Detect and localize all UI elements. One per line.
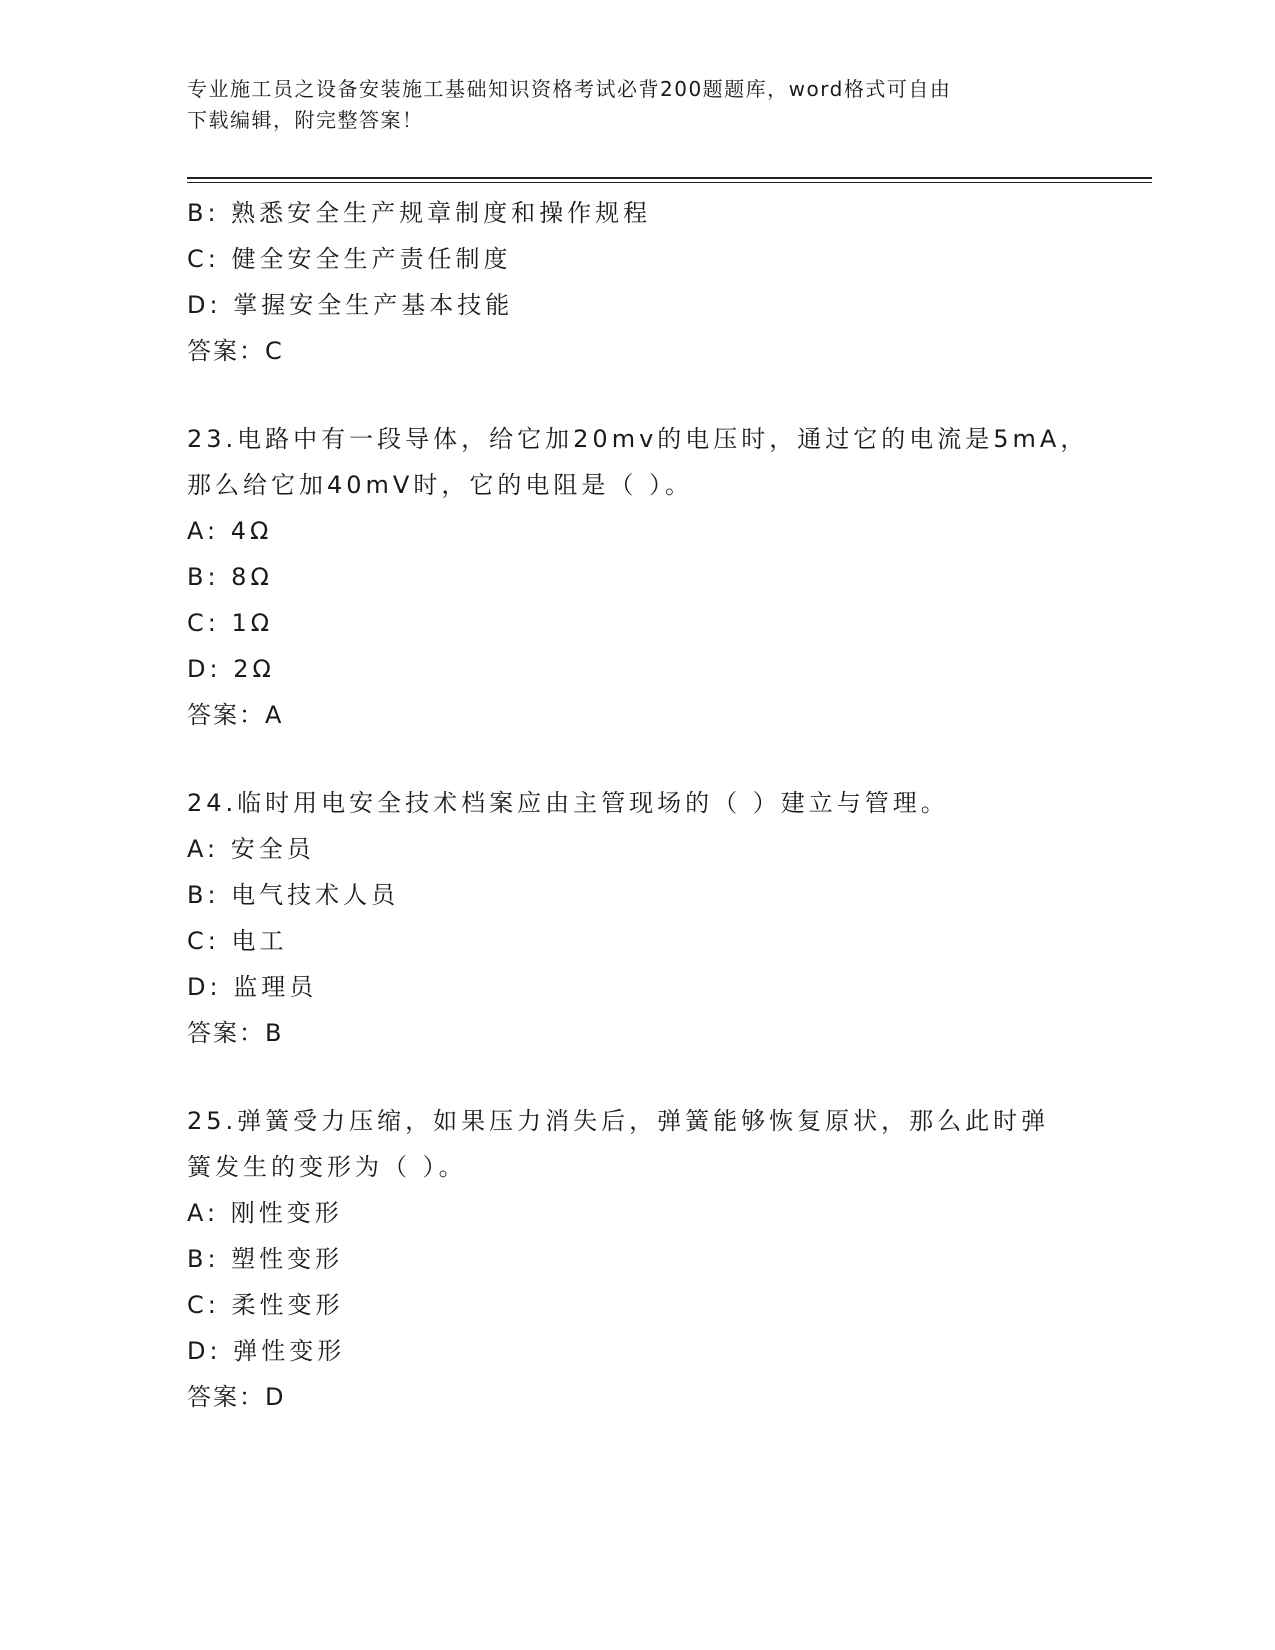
option-d: D: 监理员: [187, 973, 318, 1001]
header-line-2: 下载编辑，附完整答案！: [187, 108, 424, 132]
question-stem-line-2: 簧发生的变形为（ ）。: [187, 1153, 467, 1181]
option-a: A: 刚性变形: [187, 1199, 343, 1227]
header-line-1: 专业施工员之设备安装施工基础知识资格考试必背200题题库，word格式可自由: [187, 77, 952, 101]
option-c: C: 1Ω: [187, 609, 274, 637]
option-b: B: 塑性变形: [187, 1245, 344, 1273]
option-d: D: 掌握安全生产基本技能: [187, 291, 514, 319]
answer-line: 答案：B: [187, 1019, 284, 1047]
document-header: [187, 74, 1067, 136]
option-c: C: 健全安全生产责任制度: [187, 245, 512, 273]
question-block-25: [187, 1098, 1087, 1420]
question-list: [187, 190, 1087, 1420]
question-block-22: [187, 190, 1087, 374]
option-b: B: 熟悉安全生产规章制度和操作规程: [187, 199, 652, 227]
option-d: D: 弹性变形: [187, 1337, 346, 1365]
question-stem-line-1: 24.临时用电安全技术档案应由主管现场的（ ）建立与管理。: [187, 789, 949, 817]
header-rule-thin: [187, 182, 1152, 183]
answer-line: 答案：C: [187, 337, 284, 365]
answer-line: 答案：A: [187, 701, 284, 729]
option-c: C: 电工: [187, 927, 288, 955]
answer-line: 答案：D: [187, 1383, 286, 1411]
header-rule-thick: [187, 177, 1152, 179]
question-stem-line-2: 那么给它加40mV时，它的电阻是（ ）。: [187, 471, 693, 499]
option-b: B: 电气技术人员: [187, 881, 400, 909]
question-stem-line-1: 25.弹簧受力压缩，如果压力消失后，弹簧能够恢复原状，那么此时弹: [187, 1107, 1050, 1135]
question-stem-line-1: 23.电路中有一段导体，给它加20mv的电压时，通过它的电流是5mA，: [187, 425, 1089, 453]
option-b: B: 8Ω: [187, 563, 273, 591]
option-d: D: 2Ω: [187, 655, 275, 683]
option-a: A: 4Ω: [187, 517, 273, 545]
option-a: A: 安全员: [187, 835, 315, 863]
option-c: C: 柔性变形: [187, 1291, 344, 1319]
question-block-24: [187, 780, 1087, 1056]
question-block-23: [187, 416, 1087, 738]
